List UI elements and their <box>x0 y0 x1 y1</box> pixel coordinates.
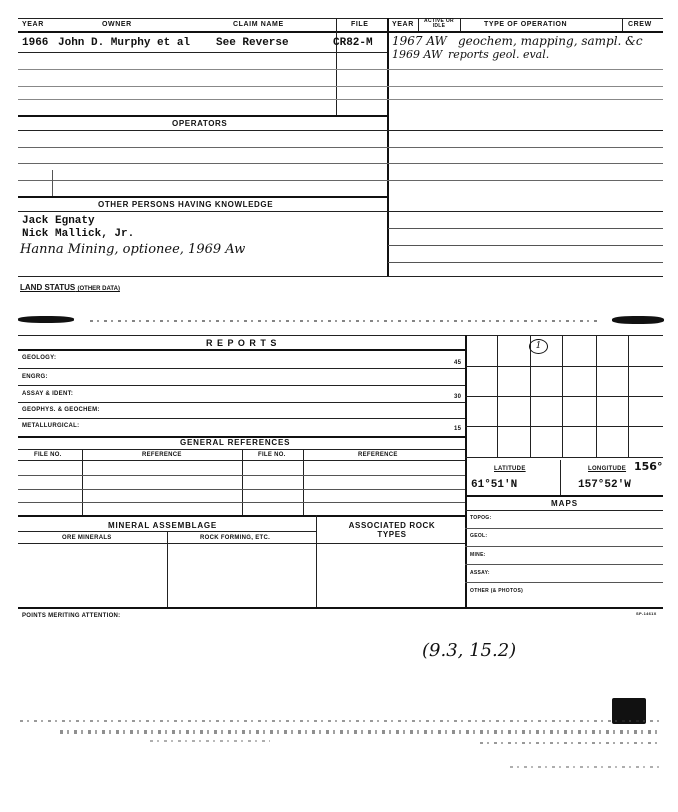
general-refs-col3: FILE NO. <box>258 452 286 458</box>
handwritten-coordinates: (9.3, 15.2) <box>422 640 517 661</box>
row-line <box>18 69 663 70</box>
land-status-sub: (OTHER DATA) <box>77 286 120 292</box>
grid-line <box>465 366 663 367</box>
divider-active <box>418 18 419 31</box>
longitude-label: LONGITUDE <box>588 466 627 472</box>
reports-title: R E P O R T S <box>206 338 278 348</box>
scan-noise <box>480 742 660 744</box>
row-line <box>18 147 663 148</box>
row-line <box>388 262 663 263</box>
maps-rule <box>465 495 663 497</box>
reports-top-line <box>18 335 663 336</box>
header-file: FILE <box>351 21 369 28</box>
refs-divider <box>303 449 304 515</box>
longitude-note: 156° <box>634 460 663 473</box>
maps-other: OTHER (& PHOTOS) <box>470 588 524 594</box>
lat-long-divider <box>560 460 561 495</box>
person-handwritten: Hanna Mining, optionee, 1969 Aw <box>20 242 246 257</box>
row-line <box>465 510 663 511</box>
scan-smudge <box>18 316 74 323</box>
scan-smudge <box>612 316 664 324</box>
row-line <box>18 543 465 544</box>
header-active-idle: ACTIVE OR IDLE <box>424 18 454 29</box>
header-claim-name: CLAIM NAME <box>233 21 284 28</box>
header-owner: OWNER <box>102 21 132 28</box>
mineral-rule <box>18 515 465 517</box>
report-assay-label: ASSAY & IDENT: <box>22 391 74 397</box>
report-metallurgical-label: METALLURGICAL: <box>22 423 80 429</box>
header-type-of-operation: TYPE OF OPERATION <box>484 21 568 28</box>
grid-line <box>465 426 663 427</box>
row-line <box>18 276 663 277</box>
record-owner: John D. Murphy et al <box>58 37 191 49</box>
row-line <box>18 99 663 100</box>
record-file: CR82-M <box>333 37 373 49</box>
scan-noise <box>510 766 660 768</box>
row-line <box>465 564 663 565</box>
mineral-divider <box>167 531 168 607</box>
maps-mine: MINE: <box>470 552 486 558</box>
knowledge-rule <box>18 196 387 198</box>
mineral-divider <box>316 515 317 607</box>
scan-noise <box>60 730 660 734</box>
scan-noise <box>20 720 660 722</box>
report-metallurgical-num: 15 <box>454 426 462 432</box>
reports-right-border <box>465 335 467 607</box>
divider-type <box>460 18 461 31</box>
general-refs-col2: REFERENCE <box>142 452 182 458</box>
longitude-value: 157°52'W <box>578 479 631 491</box>
activity-text-1: geochem, mapping, sampl. &c <box>458 34 643 48</box>
tick-mark <box>52 170 53 196</box>
grid-marker: 1 <box>529 339 548 354</box>
row-line <box>18 489 465 490</box>
row-line <box>18 460 465 461</box>
row-line <box>18 86 663 87</box>
scan-noise <box>150 740 270 742</box>
row-line <box>18 402 465 403</box>
land-status-title: LAND STATUS <box>20 283 76 292</box>
latitude-label: LATITUDE <box>494 466 526 472</box>
row-line <box>388 228 663 229</box>
row-line <box>18 52 387 53</box>
associated-rock-types: ASSOCIATED ROCK TYPES <box>348 521 436 539</box>
row-line <box>388 245 663 246</box>
activity-text-2: reports geol. eval. <box>448 48 550 61</box>
reports-rule <box>18 349 465 351</box>
row-line <box>18 475 465 476</box>
activity-year-1: 1967 AW <box>392 34 447 48</box>
report-engrg-label: ENGRG: <box>22 374 48 380</box>
row-line <box>18 130 663 131</box>
row-line <box>465 582 663 583</box>
general-refs-col1: FILE NO. <box>34 452 62 458</box>
row-line <box>18 163 663 164</box>
header-year-2: YEAR <box>392 21 414 28</box>
scan-noise <box>90 320 600 322</box>
divider-crew <box>622 18 623 31</box>
person-2: Nick Mallick, Jr. <box>22 228 135 240</box>
header-year: YEAR <box>22 21 44 28</box>
general-refs-title: GENERAL REFERENCES <box>180 438 291 447</box>
row-line <box>18 385 465 386</box>
refs-divider <box>242 449 243 515</box>
header-crew: CREW <box>628 21 652 28</box>
latitude-value: 61°51'N <box>471 479 518 491</box>
operators-rule <box>18 115 387 117</box>
operators-label: OPERATORS <box>172 119 228 128</box>
knowledge-label: OTHER PERSONS HAVING KNOWLEDGE <box>98 200 274 209</box>
person-1: Jack Egnaty <box>22 215 95 227</box>
maps-geol: GEOL: <box>470 533 488 539</box>
general-refs-col4: REFERENCE <box>358 452 398 458</box>
report-geology-num: 45 <box>454 360 462 366</box>
maps-assay: ASSAY: <box>470 570 490 576</box>
report-geology-label: GEOLOGY: <box>22 355 57 361</box>
row-line <box>465 528 663 529</box>
maps-topog: TOPOG: <box>470 515 492 521</box>
row-line <box>18 368 465 369</box>
header-rule <box>18 31 663 33</box>
row-line <box>18 180 663 181</box>
rock-forming-label: ROCK FORMING, ETC. <box>200 535 271 541</box>
maps-title: MAPS <box>551 499 579 508</box>
form-code: SP-1461X <box>636 611 657 616</box>
top-border <box>18 18 663 19</box>
grid-line <box>465 396 663 397</box>
land-status-label <box>20 283 120 292</box>
report-assay-num: 30 <box>454 394 462 400</box>
record-year: 1966 <box>22 37 49 49</box>
row-line <box>18 502 465 503</box>
record-claim-name: See Reverse <box>216 37 289 49</box>
grid-line <box>465 457 663 458</box>
row-line <box>18 211 663 212</box>
ore-minerals-label: ORE MINERALS <box>62 535 112 541</box>
points-meriting-label: POINTS MERITING ATTENTION: <box>22 613 121 619</box>
refs-divider <box>82 449 83 515</box>
divider-file <box>336 18 337 115</box>
row-line <box>465 546 663 547</box>
mineral-title: MINERAL ASSEMBLAGE <box>108 521 218 530</box>
row-line <box>18 418 465 419</box>
activity-year-2: 1969 AW <box>392 48 443 61</box>
bottom-rule <box>18 607 663 609</box>
report-geophys-label: GEOPHYS. & GEOCHEM: <box>22 407 100 413</box>
